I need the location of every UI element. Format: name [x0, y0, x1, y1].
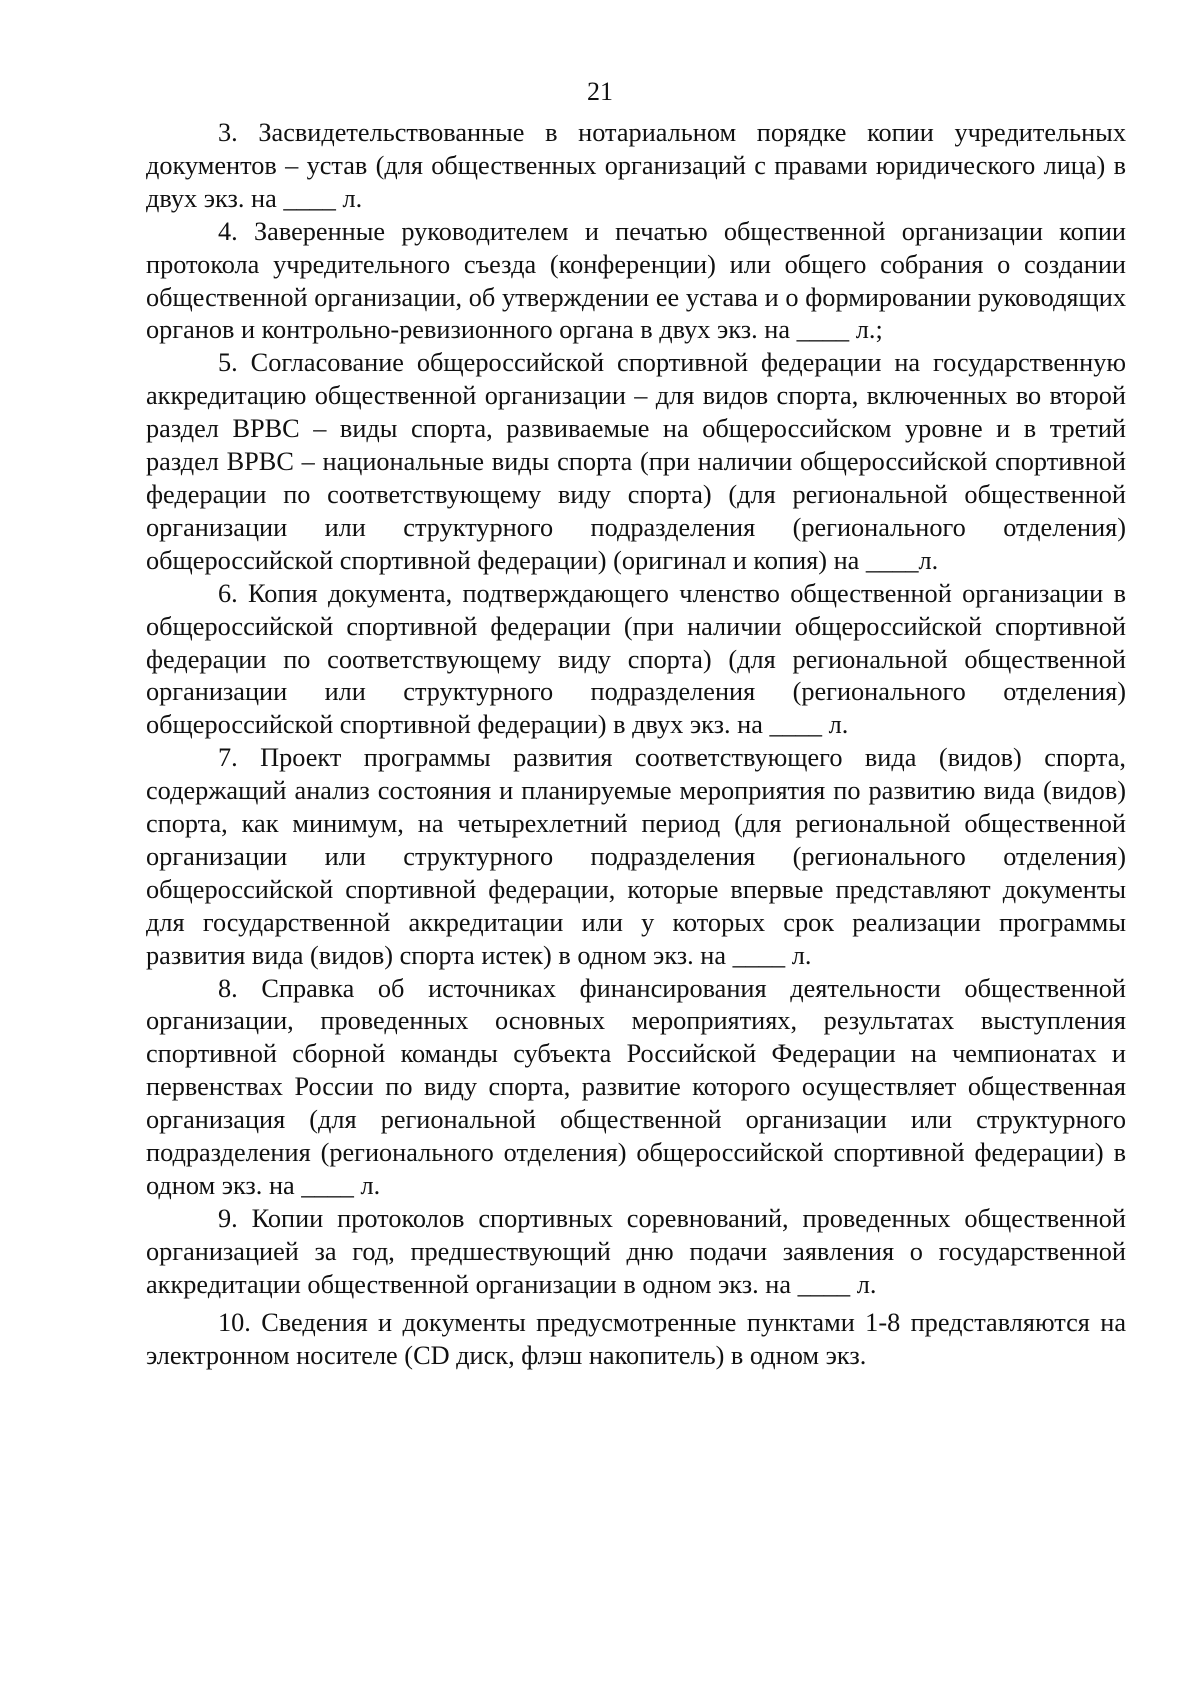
paragraph-item-9: 9. Копии протоколов спортивных соревнований, проведенных общественной организацией за год, предшествующий дню подачи заявления о государственной аккредитации общественной организации в одном экз. на ____ л. — [146, 1203, 1126, 1299]
paragraph-item-10: 10. Сведения и документы предусмотренные пунктами 1-8 представляются на электронном носителе (CD диск, флэш накопитель) в одном экз. — [146, 1307, 1126, 1370]
paragraph-item-3: 3. Засвидетельствованные в нотариальном порядке копии учредительных документов – устав (для общественных организаций с правами юридического лица) в двух экз. на ____ л. — [146, 118, 1126, 213]
paragraph-item-5: 5. Согласование общероссийской спортивной федерации на государственную аккредитацию общественной организации – для видов спорта, включенных во второй раздел ВРВС – виды спорта, развиваемые на общероссийском уровне и в третий раздел ВРВС – национальные виды спорта (при наличии общероссийской спортивной федерации по соответствующему виду спорта) (для региональной общественной организации или структурного подразделения (регионального отделения) общероссийской спортивной федерации) (оригинал и копия) на ____л. — [146, 348, 1126, 575]
paragraph-item-6: 6. Копия документа, подтверждающего членство общественной организации в общероссийской спортивной федерации (при наличии общероссийской спортивной федерации по соответствующему виду спорта) (для региональной общественной организации или структурного подразделения (регионального отделения) общероссийской спортивной федерации) в двух экз. на ____ л. — [146, 578, 1126, 740]
paragraph-item-7: 7. Проект программы развития соответствующего вида (видов) спорта, содержащий анализ состояния и планируемые мероприятия по развитию вида (видов) спорта, как минимум, на четырехлетний период (для региональной общественной организации или структурного подразделения (регионального отделения) общероссийской спортивной федерации, которые впервые представляют документы для государственной аккредитации или у которых срок реализации программы развития вида (видов) спорта истек) в одном экз. на ____ л. — [146, 743, 1126, 970]
document-body — [146, 117, 1126, 1372]
page-number: 21 — [587, 77, 613, 106]
paragraph-item-8: 8. Справка об источниках финансирования деятельности общественной организации, проведенных основных мероприятиях, результатах выступления спортивной сборной команды субъекта Российской Федерации на чемпионатах и первенствах России по виду спорта, развитие которого осуществляет общественная организация (для региональной общественной организации или структурного подразделения (регионального отделения) общероссийской спортивной федерации) в одном экз. на ____ л. — [146, 973, 1126, 1200]
paragraph-item-4: 4. Заверенные руководителем и печатью общественной организации копии протокола учредительного съезда (конференции) или общего собрания о создании общественной организации, об утверждении ее устава и о формировании руководящих органов и контрольно-ревизионного органа в двух экз. на ____ л.; — [146, 216, 1126, 345]
